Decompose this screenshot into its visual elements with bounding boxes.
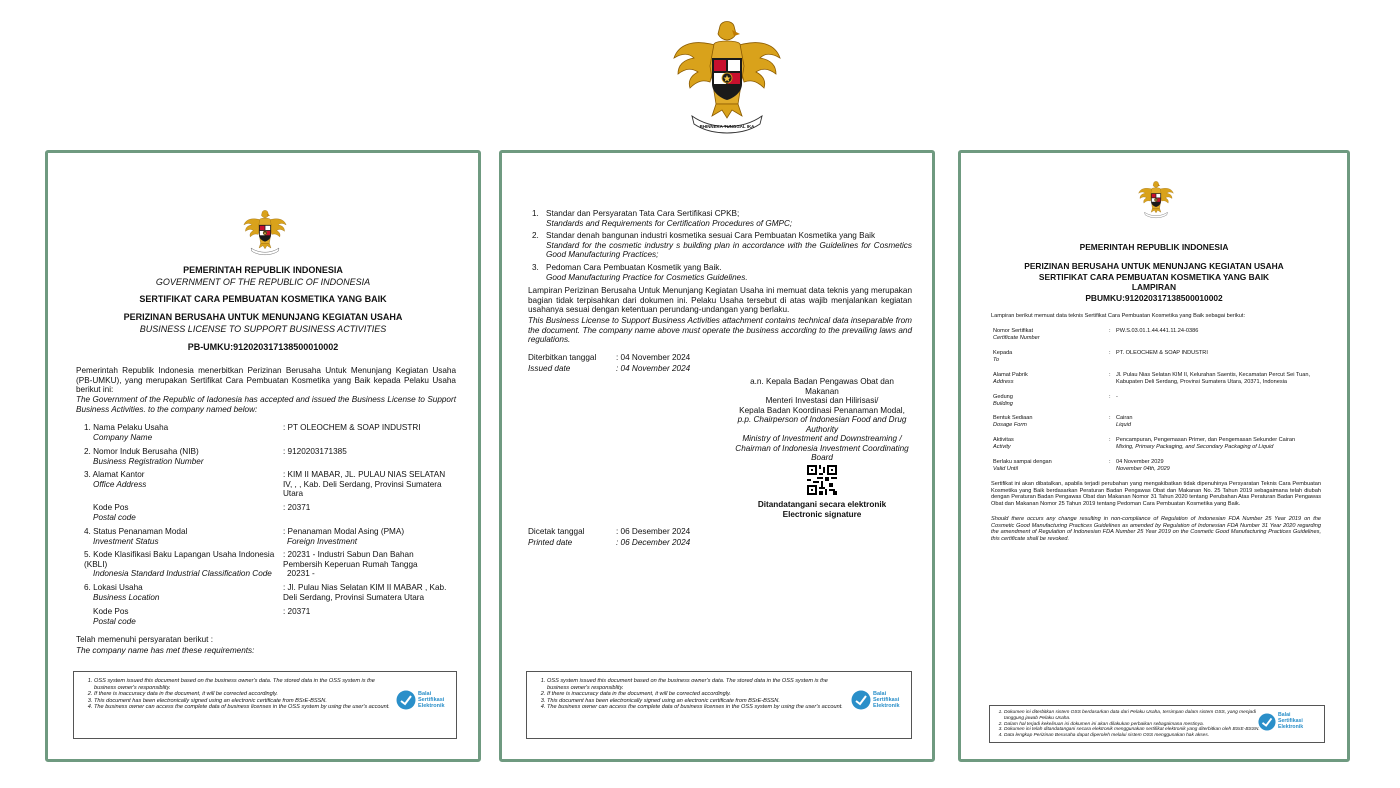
certificate-page-2 (499, 150, 935, 762)
field-value: : 9120203171385 (283, 447, 347, 456)
row-value: - (1116, 394, 1118, 400)
field-label: 2. Nomor Induk Berusaha (NIB) Business Registration Number (84, 447, 204, 466)
printed-label: Dicetak tanggal (528, 527, 585, 536)
esign-text-en: Electronic signature (782, 510, 862, 519)
attachment-text-en: This Business License to Support Business Activities attachment contains technical data inseparable from the document. The company name above must operate the business according to the prevailing laws and regulations. (528, 316, 912, 345)
intro-text: Pemerintah Republik Indonesia menerbitkan Perizinan Berusaha Untuk Menunjang Kegiatan Usaha (PB-UMKU), yang merupakan Sertifikat Cara Pembuatan Kosmetika yang Baik kepada Pelaku Usaha berikut ini: (76, 366, 456, 395)
license-number: PB-UMKU:912020317138500010002 (187, 342, 339, 352)
row-value: PW.S.03.01.1.44.441.11.24-0386 (1116, 328, 1199, 334)
footer-note: 1. OSS system issued this document based on the business owner's data. The stored data in the OSS system is the business owner's responsiblity. (94, 678, 390, 691)
field-value: : 20231 - Industri Sabun Dan Bahan Pembersih Keperuan Rumah Tangga 20231 - (283, 550, 418, 579)
revocation-text: Sertifikat ini akan dibatalkan, apabila terjadi perubahan yang mengakibatkan tidak dipenuhinya Persyaratan Teknis Cara Pembuatan Kosmetika yang Baik berdasarkan Peraturan Badan Pengawas Obat dan Makanan No. 25 Tahun 2019 sebagaimana telah diubah dengan Peraturan Badan Pengawas Obat dan Makanan Nomor 31 Tahun 2020 tentang Perubahan Atas Peraturan Badan Pengawas Obat dan Makanan Nomor 25 Tahun 2019 tentang Pedoman Cara Pembuatan Kosmetika yang Baik. (991, 481, 1321, 507)
requirement-item: 1. Standar dan Persyaratan Tata Cara Sertifikasi CPKB; Standards and Requirements for Certification Procedures of GMPC; (532, 209, 793, 228)
field-value: : Jl. Pulau Nias Selatan KIM II MABAR , Kab. Deli Serdang, Provinsi Sumatera Utara (283, 583, 447, 602)
attachment-titles: PERIZINAN BERUSAHA UNTUK MENUNJANG KEGIATAN USAHA SERTIFIKAT CARA PEMBUATAN KOSMETIKA YANG BAIK LAMPIRAN PBUMKU:912020317138500010002 (1024, 261, 1284, 303)
field-label: 4. Status Penanaman Modal Investment Status (84, 527, 188, 546)
footer-note: 3. This document has been electronically signed using an electronic certificate from BSrE-BSSN. (94, 698, 390, 705)
certificate-page-1 (45, 150, 481, 762)
gov-title-en: GOVERNMENT OF THE REPUBLIC OF INDONESIA (155, 277, 371, 287)
row-label: Aktivitas Activity (993, 437, 1014, 450)
field-value: : PT OLEOCHEM & SOAP INDUSTRI (283, 423, 421, 432)
intro-text-en: The Government of the Republic of Iadonesia has accepted and issued the Business License to Support Business Activities. to the company named below: (76, 395, 456, 414)
footer-note: 1. OSS system issued this document based on the business owner's data. The stored data in the OSS system is the business owner's responsiblity. (547, 678, 845, 691)
attachment-text: Lampiran Perizinan Berusaha Untuk Menunjang Kegiatan Usaha ini memuat data teknis yang merupakan bagian tidak terpisahkan dari dokumen ini. Pelaku Usaha tersebut di atas wajib menjalankan kegiatan usahanya sesuai dengan ketentuan perundang-undangan yang berlaku. (528, 286, 912, 315)
requirement-item: 3. Pedoman Cara Pembuatan Kosmetik yang Baik. Good Manufacturing Practice for Cosmetics Guidelines. (532, 262, 748, 282)
footer-note: 4. The business owner can access the complete data of business licenses in the OSS system by using the user's account. (547, 704, 845, 711)
issued-value-en: : 04 November 2024 (616, 364, 691, 373)
gov-title: PEMERINTAH REPUBLIK INDONESIA (183, 265, 343, 275)
field-value: : 20371 (283, 503, 311, 512)
field-value: : 20371 (283, 607, 311, 616)
field-label: 3. Alamat Kantor Office Address (84, 470, 147, 489)
printed-label-en: Printed date (528, 538, 573, 547)
row-value: Cairan Liquid (1116, 415, 1133, 428)
requirement-item: 2. Standar denah bangunan industri kosmetika sesuai Cara Pembuatan Kosmetika yang Baik Standard for the cosmetic industry s building plan in accordance with the Guidelines for Cosmetics Good Manufacturing Practices; (532, 231, 912, 260)
row-label: Nomor Sertifikat Certificate Number (993, 328, 1040, 341)
requirements-list (532, 209, 912, 282)
row-value: Pencampuran, Pengemasan Primer, dan Pengemasan Sekunder Cairan Mixing, Primary Packaging, and Secondary Packaging of Liquid (1116, 437, 1296, 450)
signatory-title-en: p.p. Chairperson of Indonesian Food and Drug Authority Ministry of Investment and Downstreaming / Chairman of Indonesia Investment Coordinating Board (735, 415, 909, 463)
oss-footer-box (73, 671, 457, 739)
revocation-text-en: Should there occurs any change resulting in non-compliance of Regulation of Indonesian FDA Number 25 Year 2019 on the Cosmetic Good Manufacturing Practices Guidelines as amended by Regulation of Indonesian FDA Number 31 Year 2020 regarding the amendment of Regulation of Indonesian FDA Number 25 Year 2019 on the Cosmetic Good Manufacturing Practices Guidelines, this certificate shall be revoked. (991, 516, 1321, 542)
attachment-intro: Lampiran berikut memuat data teknis Sertifikat Cara Pembuatan Kosmetika yang Baik sebagai berikut: (991, 313, 1246, 319)
requirements-intro: Telah memenuhi persyaratan berikut : (76, 635, 213, 644)
bse-logo: Balai Sertifikasi Elektronik (851, 690, 900, 710)
row-label: Bentuk Sediaan Dosage Form (993, 415, 1033, 428)
field-label: 1. Nama Pelaku Usaha Company Name (84, 423, 169, 442)
footer-note: 3. This document has been electronically signed using an electronic certificate from BSrE-BSSN. (547, 698, 845, 705)
footer-note: 2. Dalam hal terjadi kekeliruan isi dokumen ini akan dilakukan perbaikan sebagaimana mestinya. (1004, 722, 1262, 728)
bse-logo: Balai Sertifikasi Elektronik (1258, 713, 1303, 731)
row-label: Alamat Pabrik Address (993, 372, 1028, 385)
field-label: Kode Pos Postal code (93, 503, 136, 522)
cert-title: SERTIFIKAT CARA PEMBUATAN KOSMETIKA YANG BAIK (139, 294, 387, 304)
footer-note: 1. Dokumen ini diterbitkan sistem OSS berdasarkan data dari Pelaku Usaha, tersimpan dalam sistem OSS, yang menjadi tanggung jawab Pelaku Usaha. (1004, 710, 1262, 722)
row-value: PT. OLEOCHEM & SOAP INDUSTRI (1116, 350, 1208, 356)
row-value: Jl. Pulau Nias Selatan KIM II, Kelurahan Saentis, Kecamatan Percut Sei Tuan, Kabupaten Deli Serdang, Provinsi Sumatera Utara, 20371, Indonesia (1116, 372, 1311, 385)
issued-value: : 04 November 2024 (616, 353, 691, 362)
printed-value-en: : 06 December 2024 (616, 538, 691, 547)
oss-footer-box (526, 671, 912, 739)
printed-value: : 06 Desember 2024 (616, 527, 691, 536)
row-label: Gedung Building (993, 394, 1013, 407)
oss-footer-box (989, 705, 1325, 743)
garuda-emblem-icon (243, 209, 287, 256)
license-title: PERIZINAN BERUSAHA UNTUK MENUNJANG KEGIATAN USAHA (123, 312, 403, 322)
esign-text: Ditandatangani secara elektronik (757, 500, 887, 509)
footer-note: 2. If there is inaccuracy data in the document, it will be corrected accordingly. (94, 691, 390, 698)
footer-note: 4. The business owner can access the complete data of business licenses in the OSS system by using the user's account. (94, 704, 390, 711)
qr-code-icon (807, 465, 837, 495)
bse-logo-icon (1258, 713, 1276, 731)
garuda-emblem-icon (672, 18, 782, 136)
certificate-page-3: PEMERINTAH REPUBLIK INDONESIA PERIZINAN BERUSAHA UNTUK MENUNJANG KEGIATAN USAHA SERTIFIKAT CARA PEMBUATAN KOSMETIKA YANG BAIK LAMPIRAN PBUMKU:912020317138500010002 Lampiran berikut memuat data teknis Sertifikat Cara Pembuatan Kosmetika yang Baik sebagai berikut: Nomor Sertifikat Certificate Number : PW.S.03.01.1.44.441.11.24-0386 Kepada To : PT. OLEOCHEM & SOAP INDUSTRI Alamat Pabrik Address : Jl. Pulau Nias Selatan KIM II, Kelurahan Saentis, Kecamatan Percut Sei Tuan, Kabupaten Deli Serdang, Provinsi Sumatera Utara, 20371, Indonesia Gedung Building : - Bentuk Sediaan Dosage Form : Cairan Liquid Aktivitas Activity : Pencampuran, Pengemasan Primer, dan Pengemasan Sekunder Cairan Mixing, Primary Packaging, and Secondary Packaging of Liquid Berlaku sampai dengan Valid Until : 04 November 2029 November 04th, 2029 Sertifikat ini akan dibatalkan, apabila terjadi perubahan yang mengakibatkan tidak dipenuhinya Persyaratan Teknis Cara Pembuatan Kosmetika yang Baik berdasarkan Peraturan Badan Pengawas Obat dan Makanan No. 25 Tahun 2019 sebagaimana telah diubah dengan Peraturan Badan Pengawas Obat dan Makanan Nomor 31 Tahun 2020 tentang Perubahan Atas Peraturan Badan Pengawas Obat dan Makanan Nomor 25 Tahun 2019 tentang Pedoman Cara Pembuatan Kosmetika yang Baik. Should there occurs any change resulting in non-compliance of Regulation of Indonesian FDA Number 25 Year 2019 on the Cosmetic Good Manufacturing Practices Guidelines as amended by Regulation of Indonesian FDA Number 31 Year 2020 regarding the amendment of Regulation of Indonesian FDA Number 25 Year 2019 on the Cosmetic Good Manufacturing Practices Guidelines, this certificate shall be revoked. 1. Dokumen ini diterbitkan sistem OSS berdasarkan data dari Pelaku Usaha, tersimpan dalam sistem OSS, yang menjadi tanggung jawab Pelaku Usaha. 2. Dalam hal terjadi kekeliruan isi dokumen ini akan dilakukan perbaikan sebagaimana mestinya. 3. Dokumen ini telah ditandatangani secara elektronik menggunakan sertifikat elektronik yang diterbitkan oleh BSrE-BSSN. 4. Data lengkap Perizinan Berusaha dapat diperoleh melalui sistem OSS menggunakan hak akses. Balai Sertifikasi Elektronik (958, 150, 1350, 762)
footer-note: 2. If there is inaccuracy data in the document, it will be corrected accordingly. (547, 691, 845, 698)
footer-note: 4. Data lengkap Perizinan Berusaha dapat diperoleh melalui sistem OSS menggunakan hak akses. (1004, 733, 1262, 739)
field-label: 6. Lokasi Usaha Business Location (84, 583, 160, 602)
footer-note: 3. Dokumen ini telah ditandatangani secara elektronik menggunakan sertifikat elektronik yang diterbitkan oleh BSrE-BSSN. (1004, 727, 1262, 733)
requirements-intro-en: The company name has met these requirements: (76, 646, 255, 655)
issued-label: Diterbitkan tanggal (528, 353, 597, 362)
signatory-title: a.n. Kepala Badan Pengawas Obat dan Makanan Menteri Investasi dan Hilirisasi/ Kepala Badan Koordinasi Penanaman Modal, (739, 377, 905, 415)
gov-title: PEMERINTAH REPUBLIK INDONESIA (1079, 242, 1229, 252)
field-label: 5. Kode Klasifikasi Baku Lapangan Usaha Indonesia (KBLI) Indonesia Standard Industrial Classification Code (84, 550, 275, 579)
license-title-en: BUSINESS LICENSE TO SUPPORT BUSINESS ACTIVITIES (139, 324, 387, 334)
issued-label-en: Issued date (528, 364, 571, 373)
emblem-motto: BHINNEKA TUNGGAL IKA (699, 124, 755, 129)
garuda-emblem-icon (1138, 180, 1174, 219)
field-value: : KIM II MABAR, JL. PULAU NIAS SELATAN IV, , , Kab. Deli Serdang, Provinsi Sumatera Utara (283, 470, 446, 499)
row-label: Berlaku sampai dengan Valid Until (993, 459, 1052, 472)
field-label: Kode Pos Postal code (93, 607, 136, 626)
row-value: 04 November 2029 November 04th, 2029 (1116, 459, 1170, 472)
field-value: : Penanaman Modal Asing (PMA) Foreign Investment (283, 527, 405, 546)
garuda-emblem-top (672, 18, 782, 136)
bse-logo: Balai Sertifikasi Elektronik (396, 690, 445, 710)
bse-logo-icon (851, 690, 871, 710)
row-label: Kepada To (993, 350, 1013, 363)
bse-logo-icon (396, 690, 416, 710)
